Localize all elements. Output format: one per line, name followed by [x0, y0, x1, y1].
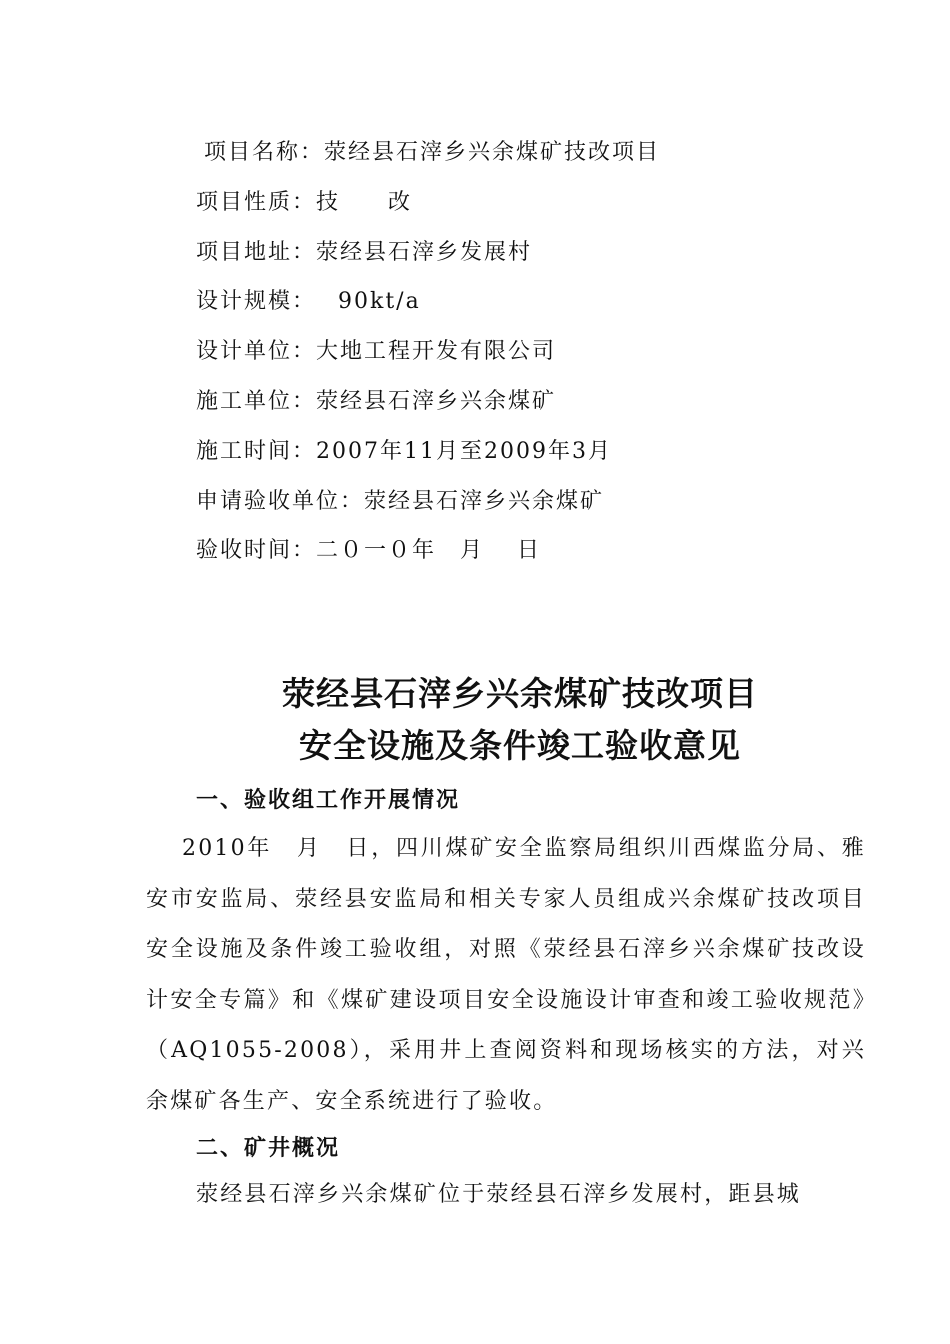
title-line-2: 安全设施及条件竣工验收意见 [299, 726, 741, 765]
construction-unit-row: 施工单位：荥经县石滓乡兴余煤矿 [196, 388, 557, 414]
design-unit-row: 设计单位：大地工程开发有限公司 [196, 339, 557, 365]
section-heading-2: 二、矿井概况 [196, 1135, 341, 1161]
project-info-block [196, 128, 876, 576]
section-1-paragraph: 2010年 月 日，四川煤矿安全监察局组织川西煤监分局、雅安市安监局、荥经县安监局和相关专家人员组成兴余煤矿技改项目安全设施及条件竣工验收组，对照《荥经县石滓乡兴余煤矿技改设计安全专篇》和《煤矿建设项目安全设施设计审查和竣工验收规范》（AQ1055-2008），采用井上查阅资料和现场核实的方法，对兴余煤矿各生产、安全系统进行了验收。 [146, 836, 866, 1114]
construction-time-row: 施工时间：2007年11月至2009年3月 [196, 438, 612, 464]
title-line-1: 荥经县石滓乡兴余煤矿技改项目 [282, 674, 758, 713]
project-address-row: 项目地址：荥经县石滓乡发展村 [196, 239, 533, 265]
acceptance-time-row: 验收时间：二０一０年 月 日 [196, 538, 541, 564]
project-name-row: 项目名称：荥经县石滓乡兴余煤矿技改项目 [204, 140, 661, 165]
section-heading-1: 一、验收组工作开展情况 [196, 787, 461, 813]
document-title [140, 668, 900, 772]
section-2-paragraph: 荥经县石滓乡兴余煤矿位于荥经县石滓乡发展村，距县城 [196, 1182, 802, 1207]
project-nature-row: 项目性质：技 改 [196, 189, 413, 215]
design-scale-row: 设计规模： 90kt/a [196, 289, 421, 315]
applicant-unit-row: 申请验收单位：荥经县石滓乡兴余煤矿 [196, 488, 605, 514]
